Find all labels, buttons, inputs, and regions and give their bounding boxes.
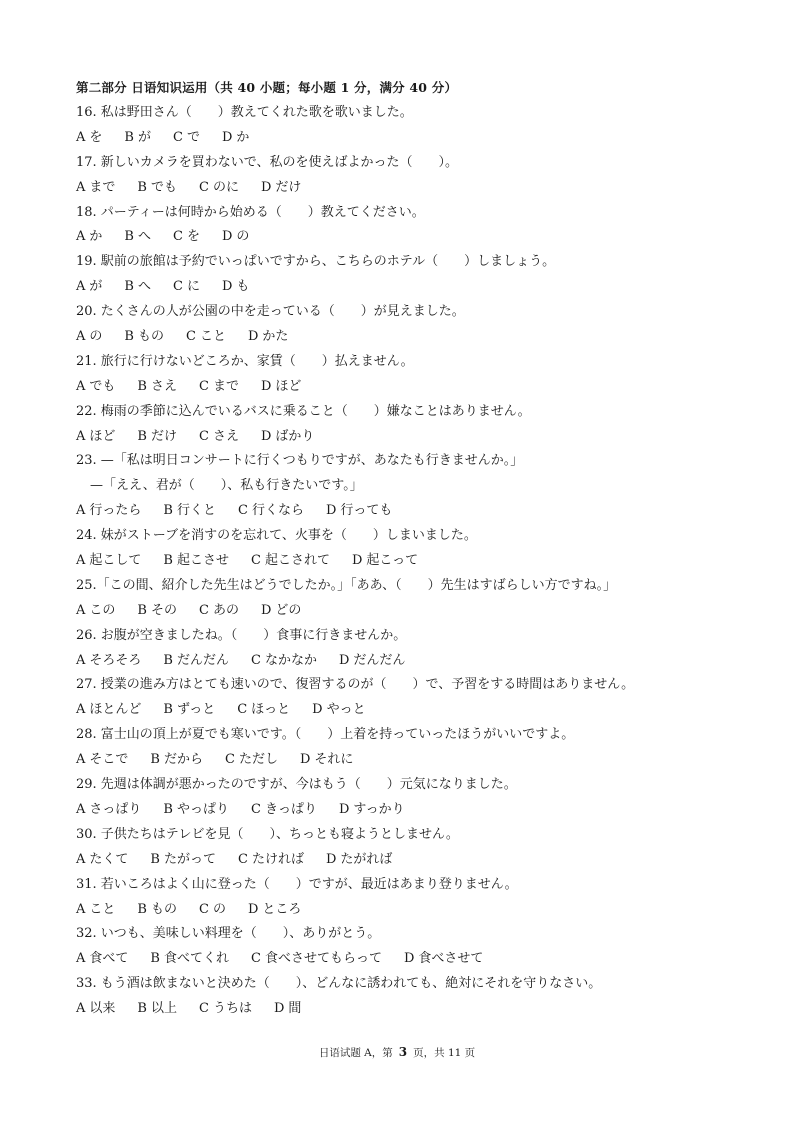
option-text: もの	[150, 901, 177, 917]
option-letter: C	[172, 229, 183, 245]
answer-option	[261, 599, 301, 624]
answer-option	[186, 325, 226, 350]
question-text: 32. いつも、美味しい料理を（ ）、ありがとう。	[76, 926, 381, 942]
answer-option	[163, 499, 216, 524]
option-text: 食べさせてもらって	[264, 951, 382, 967]
option-text: でも	[150, 179, 177, 195]
option-text: 食べて	[89, 951, 129, 967]
question-item	[76, 823, 716, 873]
section-heading: 第二部分 日语知识运用（共 40 小题；每小题 1 分，满分 40 分）	[76, 80, 458, 95]
option-text: なかなか	[264, 652, 317, 668]
option-text: ところ	[262, 901, 302, 917]
answer-option	[238, 848, 304, 873]
answer-option	[199, 997, 252, 1022]
option-text: が	[89, 279, 103, 295]
option-text: 食べさせて	[418, 951, 484, 967]
answer-option	[261, 425, 314, 450]
answer-option	[76, 649, 141, 674]
answer-option	[137, 425, 177, 450]
option-text: を	[89, 129, 103, 145]
option-text: まで	[212, 378, 239, 394]
option-text: まで	[89, 179, 116, 195]
option-letter: A	[76, 329, 86, 345]
answer-option	[124, 126, 151, 151]
option-text: へ	[137, 279, 151, 295]
question-item	[76, 873, 716, 923]
answer-option	[163, 549, 229, 574]
question-item	[76, 524, 716, 574]
footer-middle: 页，共	[413, 1047, 445, 1059]
option-letter: D	[247, 901, 259, 917]
option-text: この	[89, 602, 116, 618]
option-letter: C	[237, 851, 248, 867]
answer-option	[199, 425, 239, 450]
option-letter: D	[221, 229, 233, 245]
option-letter: C	[250, 801, 261, 817]
question-text: 17. 新しいカメラを買わないで、私のを使えばよかった（ ）。	[76, 154, 459, 170]
option-letter: A	[76, 951, 86, 967]
option-letter: B	[137, 901, 147, 917]
answer-option	[173, 275, 200, 300]
option-letter: B	[137, 428, 147, 444]
question-item	[76, 300, 716, 350]
answer-option	[199, 176, 239, 201]
option-row	[76, 225, 716, 250]
question-item	[76, 151, 716, 201]
option-letter: B	[163, 503, 173, 519]
answer-option	[248, 898, 301, 923]
answer-option	[76, 947, 128, 972]
option-text: 以上	[150, 1001, 177, 1017]
answer-option	[274, 997, 301, 1022]
answer-option	[312, 698, 365, 723]
option-text: を	[186, 229, 200, 245]
option-letter: D	[338, 652, 350, 668]
footer-total-pages: 11	[447, 1047, 462, 1059]
option-text: ほっと	[251, 702, 291, 718]
option-text: 間	[288, 1001, 302, 1017]
option-letter: B	[163, 553, 173, 569]
option-letter: C	[250, 951, 261, 967]
option-letter: C	[198, 179, 209, 195]
option-text: 起こして	[89, 553, 142, 569]
answer-option	[124, 325, 164, 350]
question-item	[76, 922, 716, 972]
option-row	[76, 947, 716, 972]
option-text: だから	[163, 752, 203, 768]
answer-option	[251, 549, 330, 574]
option-letter: C	[172, 279, 183, 295]
option-text: ほど	[89, 428, 116, 444]
question-text: 20. たくさんの人が公園の中を走っている（ ）が見えました。	[76, 304, 465, 320]
option-text: それに	[314, 752, 354, 768]
answer-option	[76, 748, 128, 773]
option-text: 行くなら	[251, 503, 304, 519]
answer-option	[76, 599, 115, 624]
option-letter: C	[237, 503, 248, 519]
footer-suffix: 页	[464, 1047, 476, 1059]
option-letter: A	[76, 229, 86, 245]
question-item	[76, 773, 716, 823]
option-text: だんだん	[353, 652, 406, 668]
option-letter: C	[185, 329, 196, 345]
question-item	[76, 250, 716, 300]
answer-option	[261, 176, 301, 201]
option-text: そろそろ	[89, 652, 142, 668]
option-letter: B	[150, 951, 160, 967]
answer-option	[76, 499, 141, 524]
option-letter: A	[76, 279, 86, 295]
option-text: 以来	[89, 1001, 116, 1017]
option-text: だけ	[150, 428, 177, 444]
option-text: 行くと	[176, 503, 216, 519]
option-text: だけ	[275, 179, 302, 195]
option-letter: D	[260, 602, 272, 618]
option-text: だんだん	[176, 652, 229, 668]
answer-option	[199, 599, 239, 624]
answer-option	[173, 225, 200, 250]
option-letter: B	[137, 602, 147, 618]
option-row	[76, 748, 716, 773]
answer-option	[76, 898, 115, 923]
option-text: か	[89, 229, 103, 245]
answer-option	[251, 798, 317, 823]
option-text: の	[236, 229, 250, 245]
answer-option	[76, 275, 102, 300]
option-letter: B	[124, 329, 134, 345]
question-item	[76, 350, 716, 400]
answer-option	[76, 176, 115, 201]
option-letter: D	[325, 851, 337, 867]
option-text: やっぱり	[176, 801, 229, 817]
answer-option	[222, 126, 249, 151]
question-item	[76, 723, 716, 773]
option-text: の	[212, 901, 226, 917]
option-letter: B	[124, 229, 134, 245]
option-row	[76, 798, 716, 823]
option-row	[76, 325, 716, 350]
answer-option	[404, 947, 483, 972]
option-text: へ	[137, 229, 151, 245]
answer-option	[339, 649, 405, 674]
option-letter: C	[172, 129, 183, 145]
answer-option	[300, 748, 353, 773]
option-text: かた	[262, 329, 289, 345]
option-letter: A	[76, 851, 86, 867]
question-item	[76, 624, 716, 674]
answer-option	[222, 225, 249, 250]
option-letter: B	[137, 378, 147, 394]
option-letter: B	[163, 652, 173, 668]
option-text: たがれば	[340, 851, 393, 867]
option-text: でも	[89, 378, 116, 394]
page-footer	[0, 1045, 794, 1060]
option-letter: A	[76, 428, 86, 444]
option-letter: A	[76, 901, 86, 917]
option-row	[76, 176, 716, 201]
option-letter: A	[76, 553, 86, 569]
question-item	[76, 101, 716, 151]
option-text: 行っても	[340, 503, 393, 519]
question-text: 21. 旅行に行けないどころか、家賃（ ）払えません。	[76, 353, 414, 369]
option-letter: D	[312, 702, 323, 718]
question-text: 26. お腹が空きましたね。（ ）食事に行きませんか。	[76, 627, 407, 643]
question-text: 18. パーティーは何時から始める（ ）教えてください。	[76, 204, 425, 220]
answer-option	[150, 848, 216, 873]
answer-option	[76, 798, 141, 823]
option-letter: A	[76, 652, 86, 668]
answer-option	[163, 649, 229, 674]
option-letter: C	[250, 652, 261, 668]
answer-option	[137, 375, 177, 400]
answer-option	[326, 848, 392, 873]
question-item	[76, 574, 716, 624]
option-text: すっかり	[353, 801, 405, 817]
option-text: さっぱり	[89, 801, 142, 817]
option-letter: A	[76, 1001, 86, 1017]
answer-option	[163, 698, 215, 723]
answer-option	[199, 898, 226, 923]
option-row	[76, 698, 716, 723]
option-letter: A	[76, 503, 86, 519]
option-text: さえ	[212, 428, 239, 444]
question-item	[76, 201, 716, 251]
option-text: も	[236, 279, 250, 295]
question-text: 29. 先週は体調が悪かったのですが、今はもう（ ）元気になりました。	[76, 777, 517, 793]
option-letter: A	[76, 179, 86, 195]
option-letter: D	[338, 801, 350, 817]
answer-option	[238, 499, 304, 524]
option-letter: D	[351, 553, 363, 569]
option-letter: C	[198, 602, 209, 618]
option-letter: D	[403, 951, 415, 967]
footer-page-number: 3	[398, 1045, 408, 1059]
option-text: その	[150, 602, 177, 618]
option-row	[76, 997, 716, 1022]
option-text: うちは	[212, 1001, 252, 1017]
question-text: 28. 富士山の頂上が夏でも寒いです。（ ）上着を持っていったほうがいいですよ。	[76, 727, 575, 743]
question-item	[76, 449, 716, 524]
answer-option	[137, 176, 177, 201]
answer-option	[339, 798, 405, 823]
option-letter: B	[137, 179, 147, 195]
option-text: ほとんど	[89, 702, 142, 718]
question-text: 22. 梅雨の季節に込んでいるバスに乗ること（ ）嫌なことはありません。	[76, 403, 531, 419]
question-text: 19. 駅前の旅館は予約でいっぱいですから、こちらのホテル（ ）しましょう。	[76, 254, 556, 270]
option-letter: A	[76, 378, 86, 394]
option-letter: D	[325, 503, 337, 519]
answer-option	[76, 225, 102, 250]
answer-option	[124, 275, 151, 300]
option-letter: C	[250, 553, 261, 569]
answer-option	[237, 698, 290, 723]
option-letter: D	[260, 428, 272, 444]
option-text: の	[89, 329, 103, 345]
option-letter: B	[124, 129, 134, 145]
answer-option	[248, 325, 288, 350]
option-letter: A	[76, 602, 86, 618]
option-text: ずっと	[176, 702, 216, 718]
option-row	[76, 126, 716, 151]
answer-option	[251, 947, 382, 972]
question-item	[76, 673, 716, 723]
answer-option	[150, 947, 229, 972]
option-text: に	[186, 279, 200, 295]
option-letter: A	[76, 702, 86, 718]
option-letter: B	[150, 851, 160, 867]
option-letter: B	[137, 1001, 147, 1017]
option-letter: B	[124, 279, 134, 295]
option-letter: B	[163, 702, 173, 718]
answer-option	[326, 499, 392, 524]
answer-option	[76, 549, 141, 574]
question-text: 25.「この間、紹介した先生はどうでしたか。」「ああ、（ ）先生はすばらしい方ですね。」	[76, 577, 617, 593]
option-letter: D	[247, 329, 259, 345]
option-row	[76, 848, 716, 873]
option-letter: C	[198, 378, 209, 394]
option-text: やっと	[326, 702, 366, 718]
answer-option	[261, 375, 301, 400]
answer-option	[251, 649, 317, 674]
option-letter: D	[299, 752, 311, 768]
answer-option	[222, 275, 249, 300]
answer-option	[163, 798, 229, 823]
question-text: 33. もう酒は飲まないと決めた（ ）、どんなに誘われても、絶対にそれを守りなさい。	[76, 976, 602, 992]
option-letter: C	[224, 752, 235, 768]
option-text: のに	[212, 179, 239, 195]
question-text: 30. 子供たちはテレビを見（ ）、ちっとも寝ようとしません。	[76, 826, 459, 842]
option-text: で	[186, 129, 200, 145]
question-text: 27. 授業の進み方はとても速いので、復習するのが（ ）で、予習をする時間はありません。	[76, 677, 635, 693]
option-text: 起こさせ	[176, 553, 229, 569]
answer-option	[76, 375, 115, 400]
question-text: 23. —「私は明日コンサートに行くつもりですが、あなたも行きませんか。」	[76, 453, 524, 469]
answer-option	[76, 425, 115, 450]
option-letter: A	[76, 129, 86, 145]
option-text: たくて	[89, 851, 129, 867]
option-letter: C	[198, 428, 209, 444]
option-row	[76, 425, 716, 450]
option-text: たがって	[163, 851, 216, 867]
option-letter: A	[76, 801, 86, 817]
answer-option	[76, 848, 128, 873]
option-text: さえ	[150, 378, 177, 394]
option-text: 食べてくれ	[163, 951, 229, 967]
option-text: が	[137, 129, 151, 145]
option-letter: D	[221, 279, 233, 295]
option-text: こと	[199, 329, 226, 345]
option-text: ばかり	[275, 428, 315, 444]
answer-option	[137, 898, 177, 923]
question-item	[76, 400, 716, 450]
answer-option	[76, 126, 102, 151]
answer-option	[173, 126, 200, 151]
question-list	[76, 101, 716, 1022]
option-letter: B	[163, 801, 173, 817]
option-row	[76, 375, 716, 400]
question-text: 31. 若いころはよく山に登った（ ）ですが、最近はあまり登りません。	[76, 876, 518, 892]
option-text: ほど	[275, 378, 302, 394]
option-letter: C	[198, 1001, 209, 1017]
option-text: もの	[137, 329, 164, 345]
option-letter: C	[198, 901, 209, 917]
option-text: こと	[89, 901, 116, 917]
option-text: 起こされて	[264, 553, 330, 569]
answer-option	[199, 375, 239, 400]
answer-option	[150, 748, 203, 773]
option-text: 行ったら	[89, 503, 142, 519]
option-letter: D	[260, 378, 272, 394]
option-row	[76, 549, 716, 574]
question-item	[76, 972, 716, 1022]
answer-option	[76, 997, 115, 1022]
option-text: どの	[275, 602, 302, 618]
answer-option	[137, 997, 177, 1022]
option-text: 起こって	[366, 553, 419, 569]
option-text: か	[236, 129, 250, 145]
option-row	[76, 599, 716, 624]
option-row	[76, 649, 716, 674]
answer-option	[76, 698, 141, 723]
option-text: きっぱり	[264, 801, 317, 817]
option-row	[76, 499, 716, 524]
option-text: たければ	[251, 851, 304, 867]
option-row	[76, 898, 716, 923]
option-letter: D	[221, 129, 233, 145]
question-dialog-line: —「ええ、君が（ ）、私も行きたいです。」	[90, 478, 363, 494]
option-text: そこで	[89, 752, 129, 768]
answer-option	[137, 599, 177, 624]
question-text: 24. 妹がストーブを消すのを忘れて、火事を（ ）しまいました。	[76, 528, 477, 544]
answer-option	[124, 225, 151, 250]
question-text: 16. 私は野田さん（ ）教えてくれた歌を歌いました。	[76, 105, 413, 120]
option-text: ただし	[238, 752, 278, 768]
option-letter: B	[150, 752, 160, 768]
answer-option	[76, 325, 102, 350]
footer-prefix: 日语试题 A，第	[318, 1047, 393, 1059]
option-letter: A	[76, 752, 86, 768]
option-letter: D	[273, 1001, 285, 1017]
answer-option	[352, 549, 418, 574]
option-text: あの	[212, 602, 239, 618]
answer-option	[225, 748, 278, 773]
option-letter: C	[237, 702, 248, 718]
option-letter: D	[260, 179, 272, 195]
option-row	[76, 275, 716, 300]
